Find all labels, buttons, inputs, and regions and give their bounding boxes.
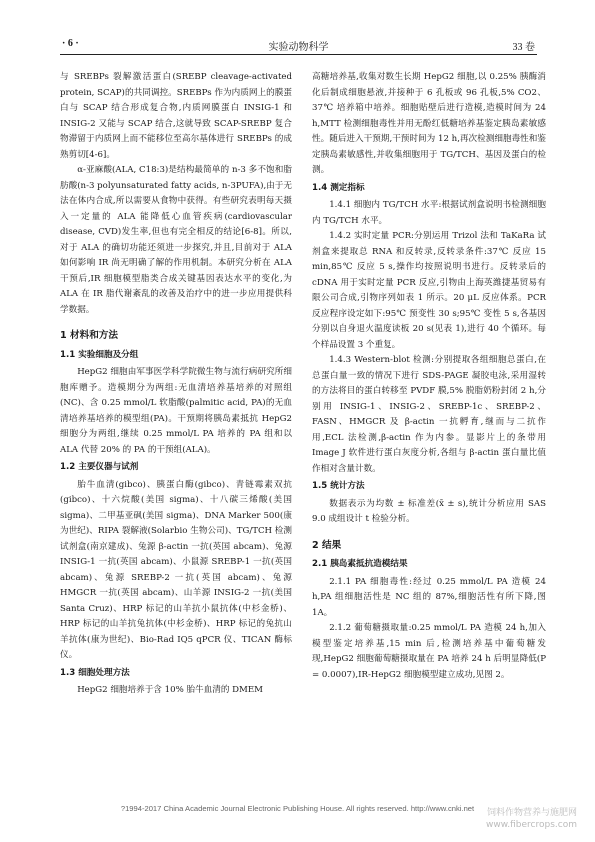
subsection-heading: 1.2 主要仪器与试剂 bbox=[60, 462, 139, 472]
paragraph: α-亚麻酸(ALA, C18:3)是结构最简单的 n-3 多不饱和脂肪酸(n-3 polyunsaturated fatty acids, n-3PUFA),由于无法在体内合成,所以需要从食物中获得。有些研究表明每天摄入一定量的 ALA 能降低心血管疾病(cardiovascular disease, CVD)发生率,但也有完全相反的结论[6-8]。所以,对于 ALA 的确切功能还须进一步探究,并且,目前对于 ALA 如何影响 IR 尚无明确了解的作用机制。本研究分析在 ALA 干预后,IR 细胞模型脂类合成关键基因表达水平的变化,为 ALA 在 IR 脂代谢紊乱的改善及治疗中的进一步应用提供科学数据。 bbox=[60, 165, 292, 315]
paragraph: 1.4.2 实时定量 PCR:分别运用 Trizol 法和 TaKaRa 试剂盒来提取总 RNA 和反转录,反转录条件:37℃ 反应 15 min,85℃ 反应 5 s,操作均按照说明书进行。反转录后的 cDNA 用于实时定量 PCR 反应,引物由上海英潍捷基贸易有限公司合成,引物序列如表 1 所示。20 μL 反应体系。PCR 反应程序设定如下:95℃ 预变性 30 s;95℃ 变性 5 s,各基因分别以自身退火温度读板 20 s(见表 1),进行 40 个循环。每个样品设置 3 个重复。 bbox=[312, 231, 546, 350]
paragraph: 高糖培养基,收集对数生长期 HepG2 细胞,以 0.25% 胰酶消化后制成细胞悬液,并接种于 6 孔板或 96 孔板,5% CO2、37℃ 培养箱中培养。细胞贴壁后进行造模,造模时间为 24 h,MTT 检测细胞毒性并用无酚红低糖培养基鉴定胰岛素敏感性。随后进入干预期,干预时间为 12 h,再次检测细胞毒性和鉴定胰岛素敏感性,并收集细胞用于 TG/TCH、基因及蛋白的检测。 bbox=[312, 72, 546, 175]
section-heading: 1 材料和方法 bbox=[60, 330, 118, 341]
volume-label: 33 卷 bbox=[512, 42, 535, 53]
page-number: · 6 · bbox=[62, 38, 79, 49]
paragraph: 2.1.1 PA 细胞毒性:经过 0.25 mmol/L PA 造模 24 h,PA 组细胞活性是 NC 组的 87%,细胞活性有所下降,图 1A。 bbox=[312, 576, 546, 618]
paragraph: 数据表示为均数 ± 标准差(x̄ ± s),统计分析应用 SAS 9.0 成组设计 t 检验分析。 bbox=[312, 498, 546, 524]
paragraph: 1.4.3 Western-blot 检测:分别提取各组细胞总蛋白,在总蛋白量一致的情况下进行 SDS-PAGE 凝胶电泳,采用湿转的方法将目的蛋白转移至 PVDF 膜,5% 脱脂奶粉封闭 2 h,分别用 INSIG-1、INSIG-2、SREBP-1c、SREBP-2、FASN、HMGCR 及 β-actin 一抗孵育,继而与二抗作用,ECL 法检测,β-actin 作为内参。显影片上的条带用 Image J 软件进行蛋白灰度分析,各组与 β-actin 蛋白量比值作相对含量计数。 bbox=[312, 355, 546, 474]
subsection-heading: 2.1 胰岛素抵抗造模结果 bbox=[312, 559, 408, 569]
right-column bbox=[312, 70, 546, 683]
paragraph: 1.4.1 细胞内 TG/TCH 水平:根据试剂盒说明书检测细胞内 TG/TCH 水平。 bbox=[312, 200, 546, 226]
paragraph: 与 SREBPs 裂解激活蛋白(SREBP cleavage-activated protein, SCAP)的共同调控。SREBPs 作为内质网上的膜蛋白与 SCAP 结合形成复合物,内质网膜蛋白 INSIG-1 和 INSIG-2 又能与 SCAP 结合,这就导致 SCAP-SREBP 复合物滞留于内质网上而不能移位至高尔基体进行 SREBPs 的成熟剪切[4-6]。 bbox=[60, 72, 292, 160]
section-heading: 2 结果 bbox=[312, 539, 342, 551]
subsection-heading: 1.3 细胞处理方法 bbox=[60, 667, 130, 678]
paragraph: 2.1.2 葡萄糖摄取量:0.25 mmol/L PA 造模 24 h,加入模型鉴定培养基,15 min 后,检测培养基中葡萄糖发现,HepG2 细胞葡萄糖摄取量在 PA 培养 24 h 后明显降低(P = 0.0007),IR-HepG2 细胞模型建立成功,见图 2。 bbox=[312, 623, 546, 680]
watermark-text: 饲料作物营养与施肥网 bbox=[486, 808, 577, 818]
subsection-heading: 1.1 实验细胞及分组 bbox=[60, 349, 139, 360]
subsection-heading: 1.4 测定指标 bbox=[312, 182, 365, 193]
subsection-heading: 1.5 统计方法 bbox=[312, 481, 365, 491]
paragraph: HepG2 细胞由军事医学科学院微生物与流行病研究所细胞库赠予。造模期分为两组:无血清培养基培养的对照组(NC)、含 0.25 mmol/L 软脂酸(palmitic acid, PA)的无血清培养基培养的模型组(PA)。干预期将胰岛素抵抗 HepG2 细胞分为两组,继续 0.25 mmol/L PA 培养的 PA 组和以 ALA 代替 20% 的 PA 的干预组(ALA)。 bbox=[60, 367, 292, 455]
journal-name: 实验动物科学 bbox=[268, 42, 329, 53]
left-column bbox=[60, 70, 292, 699]
page-header bbox=[60, 34, 537, 55]
paragraph: HepG2 细胞培养于含 10% 胎牛血清的 DMEM bbox=[77, 685, 263, 695]
paragraph: 胎牛血清(gibco)、胰蛋白酶(gibco)、青链霉素双抗(gibco)、十六烷酸(美国 sigma)、十八碳三烯酸(美国 sigma)、二甲基亚砜(美国 sigma)、DNA Marker 500(康为世纪)、RIPA 裂解液(Solarbio 生物公司)、TG/TCH 检测试剂盒(南京建成)、兔源 β-actin 一抗(英国 abcam)、兔源 INSIG-1 一抗(英国 abcam)、小鼠源 SREBP-1 一抗(英国 abcam)、兔源 SREBP-2 一抗(英国 abcam)、兔源 HMGCR 一抗(英国 abcam)、山羊源 INSIG-2 一抗(美国 Santa Cruz)、HRP 标记的山羊抗小鼠抗体(中杉金桥)、HRP 标记的山羊抗兔抗体(中杉金桥)、HRP 标记的兔抗山羊抗体(康为世纪)、Bio-Rad IQ5 qPCR 仪、TICAN 酶标仪。 bbox=[60, 479, 292, 660]
watermark-url: www.fibercrops.com bbox=[486, 820, 577, 830]
copyright-footer: ?1994-2017 China Academic Journal Electronic Publishing House. All rights reserved. http://www.cnki.net bbox=[120, 804, 475, 813]
